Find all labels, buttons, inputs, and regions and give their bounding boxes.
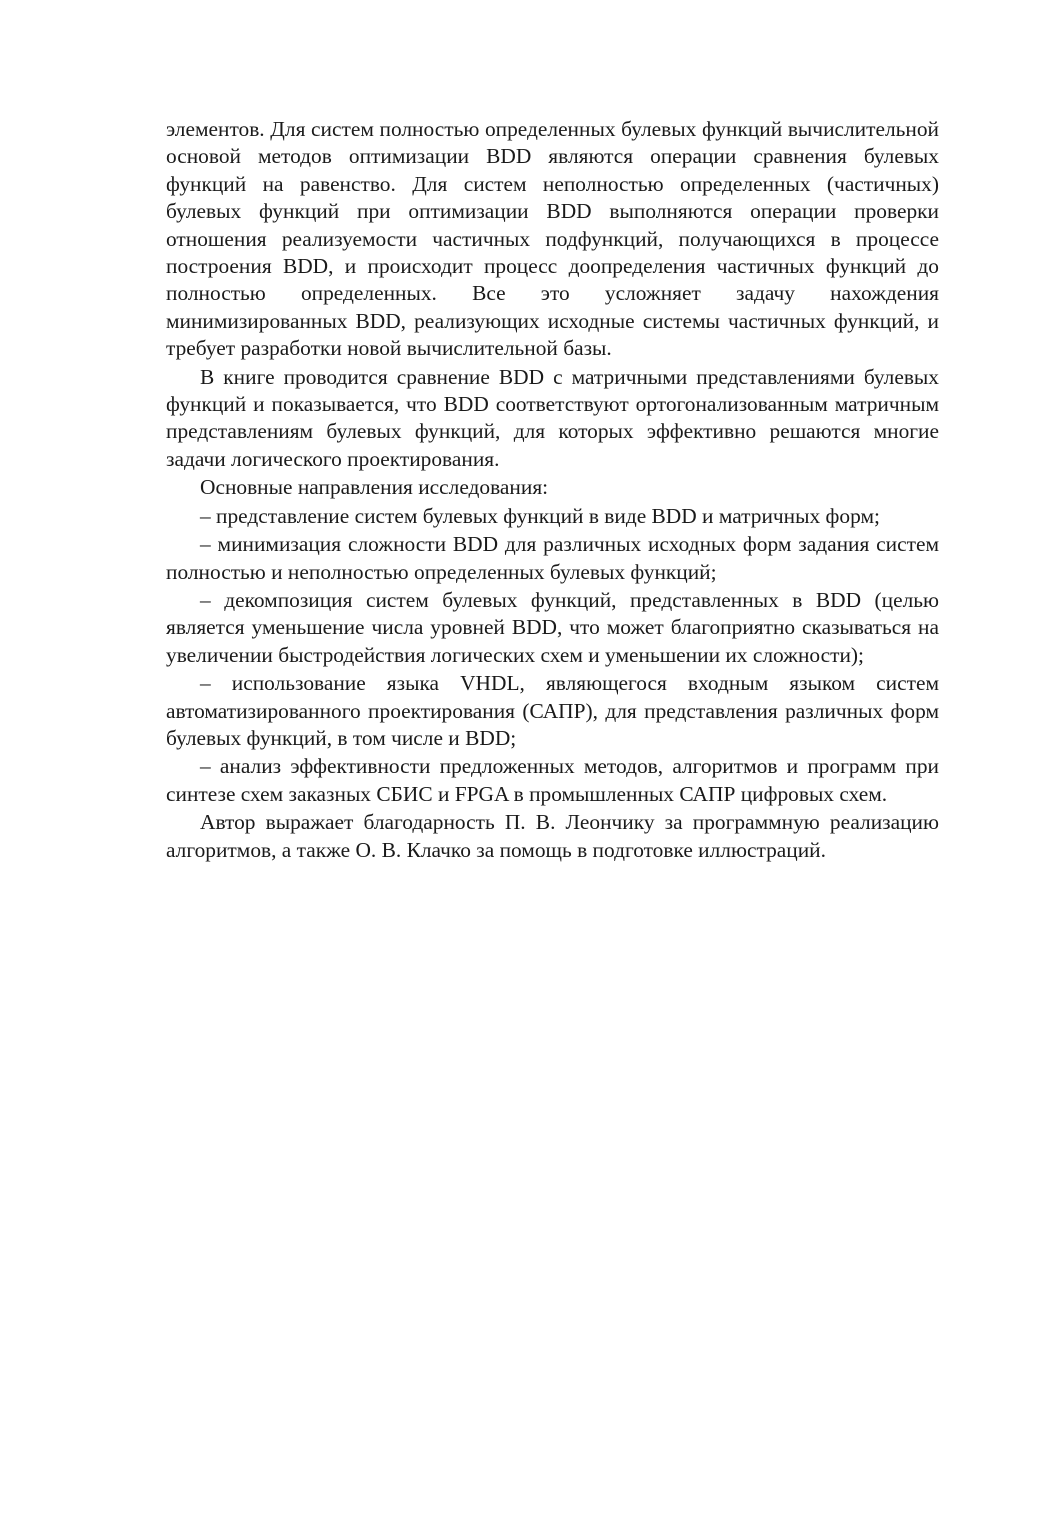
list-item-minimization: – минимизация сложности BDD для различных исходных форм задания систем полностью и неполностью определенных булевых функций; <box>166 532 939 584</box>
paragraph-intro-continuation: элементов. Для систем полностью определенных булевых функций вычислительной основой методов оптимизации BDD являются операции сравнения булевых функций на равенство. Для систем неполностью определенных (частичных) булевых функций при оптимизации BDD выполняются операции проверки отношения реализуемости частичных подфункций, получающихся в процессе построения BDD, и происходит процесс доопределения частичных функций до полностью определенных. Все это усложняет задачу нахождения минимизированных BDD, реализующих исходные системы частичных функций, и требует разработки новой вычислительной базы. <box>166 117 939 361</box>
paragraph-research-directions-heading: Основные направления исследования: <box>200 475 549 500</box>
list-item-efficiency-analysis: – анализ эффективности предложенных методов, алгоритмов и программ при синтезе схем заказных СБИС и FPGA в промышленных САПР цифровых схем. <box>166 754 939 806</box>
list-item-vhdl: – использование языка VHDL, являющегося входным языком систем автоматизированного проектирования (САПР), для представления различных форм булевых функций, в том числе и BDD; <box>166 671 939 750</box>
list-item-representation: – представление систем булевых функций в виде BDD и матричных форм; <box>200 503 880 528</box>
paragraph-comparison: В книге проводится сравнение BDD с матричными представлениями булевых функций и показывается, что BDD соответствуют ортогонализованным матричным представлениям булевых функций, для которых эффективно решаются многие задачи логического проектирования. <box>166 364 939 471</box>
list-item-decomposition: – декомпозиция систем булевых функций, представленных в BDD (целью является уменьшение числа уровней BDD, что может благоприятно сказываться на увеличении быстродействия логических схем и уменьшении их сложности); <box>166 587 939 667</box>
paragraph-acknowledgements: Автор выражает благодарность П. В. Леончику за программную реализацию алгоритмов, а также О. В. Клачко за помощь в подготовке иллюстраций. <box>166 810 939 862</box>
document-page <box>166 116 939 864</box>
